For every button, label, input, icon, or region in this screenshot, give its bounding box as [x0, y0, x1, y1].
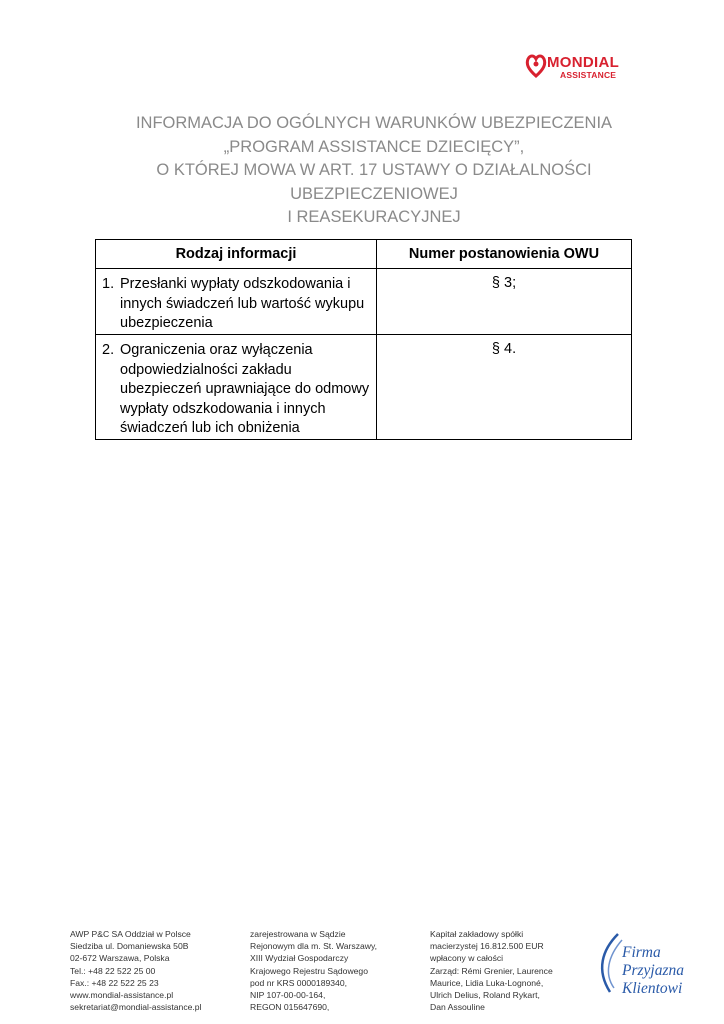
footer-line: Dan Assouline [430, 1002, 485, 1013]
footer-line: XIII Wydział Gospodarczy [250, 953, 349, 964]
footer-line: Zarząd: Rémi Grenier, Laurence [430, 965, 553, 976]
mondial-assistance-logo [525, 52, 635, 82]
footer-line: AWP P&C SA Oddział w Polsce [70, 929, 191, 939]
title-line: UBEZPIECZENIOWEJ [290, 184, 458, 203]
badge-word-1: Firma [622, 944, 661, 961]
footer-company-info [70, 928, 201, 1013]
footer-line: wpłacony w całości [430, 953, 504, 964]
mondial-heart-icon [525, 52, 547, 78]
row-number: 2. [102, 342, 115, 358]
table-row [96, 335, 632, 440]
footer-line: Ulrich Delius, Roland Rykart, [430, 990, 540, 1001]
footer-line: Rejonowym dla m. St. Warszawy, [250, 941, 378, 952]
document-title [100, 112, 648, 230]
footer-line: macierzystej 16.812.500 EUR [430, 941, 544, 952]
footer-line: zarejestrowana w Sądzie [250, 929, 346, 939]
footer-line: Fax.: +48 22 522 25 23 [70, 977, 159, 988]
footer-line: REGON 015647690, [250, 1002, 330, 1013]
footer-line: Tel.: +48 22 522 25 00 [70, 965, 156, 976]
footer-capital-info [430, 928, 553, 1013]
row-text: Przesłanki wypłaty odszkodowania i innych świadczeń lub wartość wykupu ubezpieczenia [120, 276, 365, 331]
footer-line: Maurice, Lidia Luka-Lognoné, [430, 977, 544, 988]
title-line: O KTÓREJ MOWA W ART. 17 USTAWY O DZIAŁALNOŚCI [156, 161, 592, 179]
footer-line: pod nr KRS 0000189340, [250, 977, 347, 988]
badge-word-3: Klientowi [622, 980, 683, 997]
information-table [95, 239, 632, 440]
badge-word-2: Przyjazna [622, 962, 684, 979]
logo-brand-text: MONDIAL [547, 54, 620, 71]
title-line: „PROGRAM ASSISTANCE DZIECIĘCY”, [223, 137, 525, 156]
table-header-row [96, 240, 632, 269]
footer-line: Krajowego Rejestru Sądowego [250, 965, 368, 976]
title-line: INFORMACJA DO OGÓLNYCH WARUNKÓW UBEZPIECZENIA [135, 114, 613, 132]
footer-email-link[interactable]: sekretariat@mondial-assistance.pl [70, 1002, 202, 1013]
row-text: Ograniczenia oraz wyłączenia odpowiedzialności zakładu ubezpieczeń uprawniające do odmowy wypłaty odszkodowania i innych świadczeń lub ich obniżenia [120, 342, 370, 436]
footer-line: Siedziba ul. Domaniewska 50B [70, 941, 189, 952]
firma-przyjazna-klientowi-badge [592, 930, 702, 1000]
info-type-cell [96, 269, 377, 335]
header-owu-number: Numer postanowienia OWU [377, 240, 632, 269]
header-info-type: Rodzaj informacji [96, 240, 377, 269]
footer-website-link[interactable]: www.mondial-assistance.pl [70, 990, 174, 1001]
footer-line: Kapitał zakładowy spółki [430, 929, 524, 939]
footer-registration-info [250, 928, 377, 1013]
footer-line: NIP 107-00-00-164, [250, 990, 326, 1001]
table-row [96, 269, 632, 335]
row-number: 1. [102, 276, 115, 292]
owu-ref-cell: § 3; [377, 269, 632, 335]
title-line: I REASEKURACYJNEJ [287, 208, 461, 226]
owu-ref-cell: § 4. [377, 335, 632, 440]
footer-line: 02-672 Warszawa, Polska [70, 953, 170, 964]
logo-sub-text: ASSISTANCE [560, 70, 617, 80]
info-type-cell [96, 335, 377, 440]
